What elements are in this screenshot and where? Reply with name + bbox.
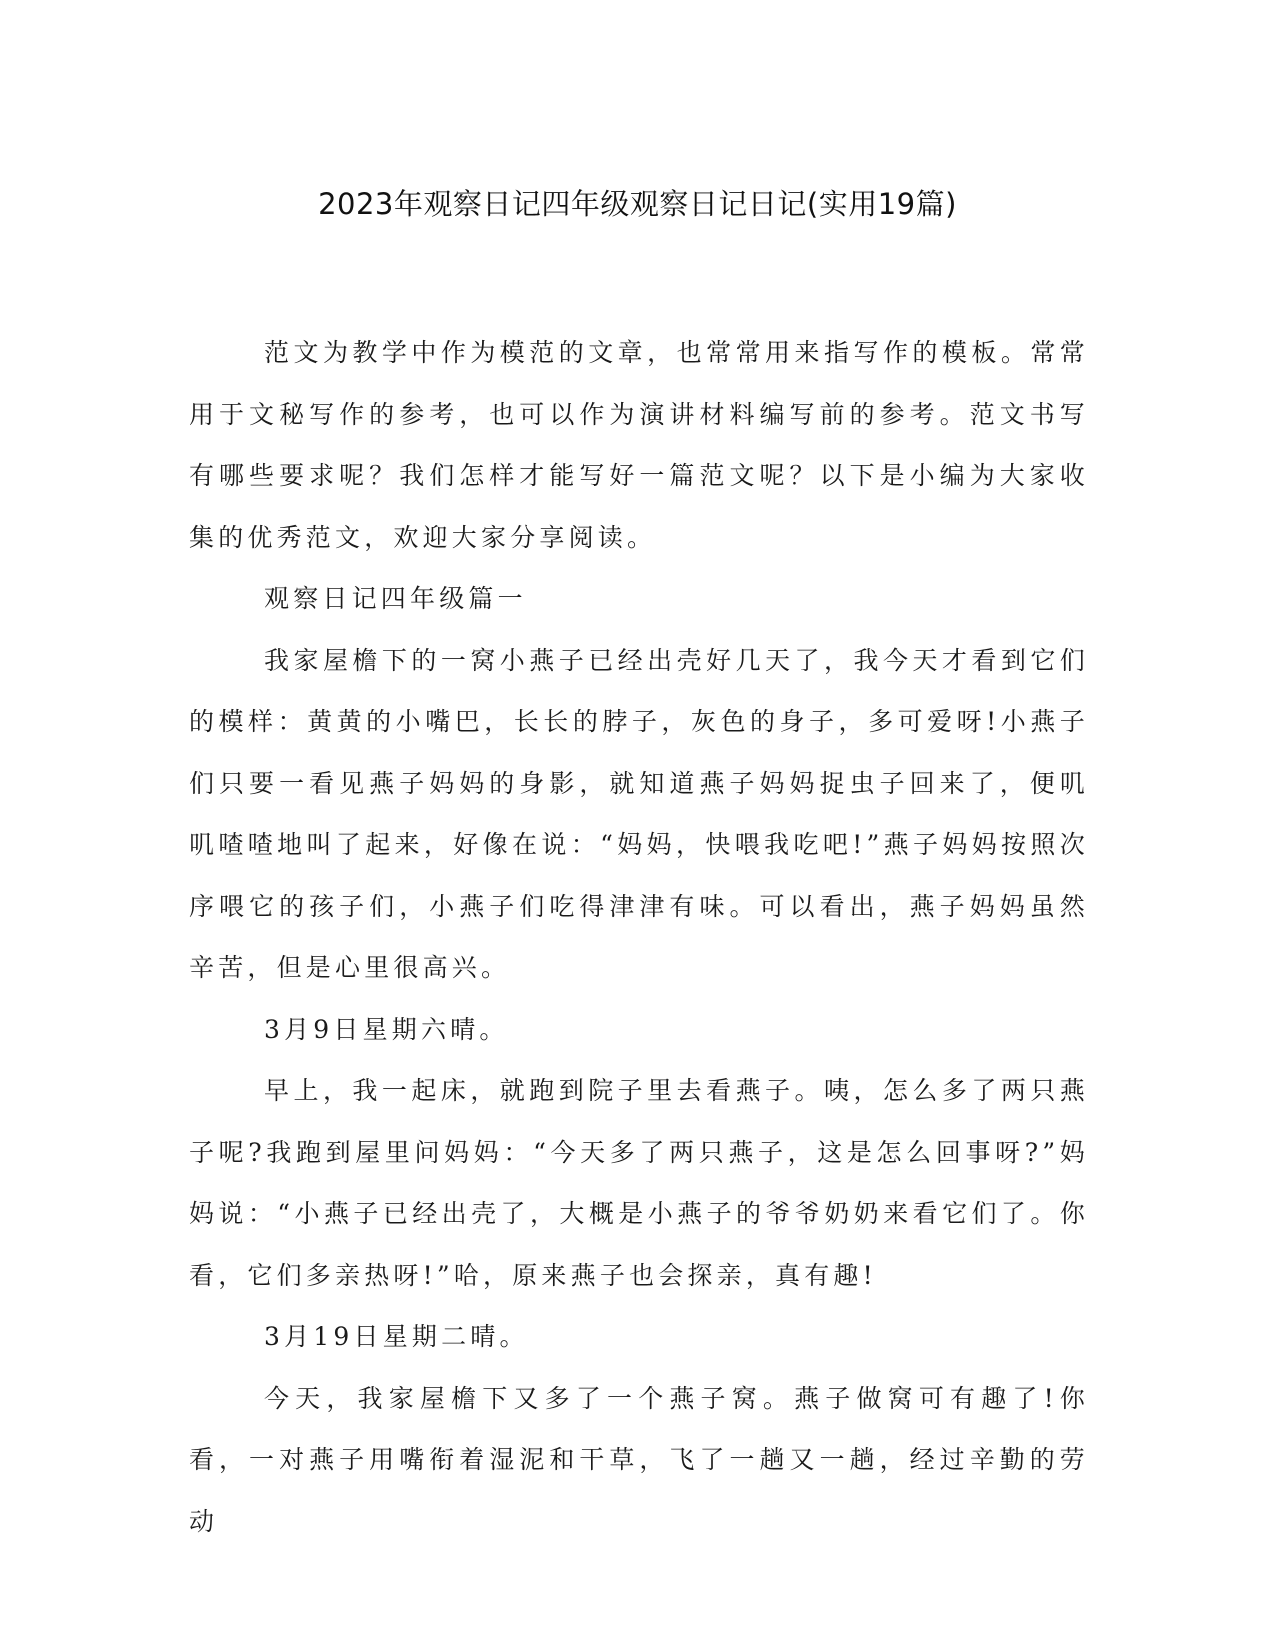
diary-date: 3月9日星期六晴。 xyxy=(264,1014,509,1044)
document-body xyxy=(189,322,1089,1552)
diary-date: 3月19日星期二晴。 xyxy=(264,1322,529,1351)
body-paragraph: 今天，我家屋檐下又多了一个燕子窝。燕子做窝可有趣了!你看，一对燕子用嘴衔着湿泥和干草，飞了一趟又一趟，经过辛勤的劳动 xyxy=(189,1383,1089,1536)
body-paragraph: 我家屋檐下的一窝小燕子已经出壳好几天了，我今天才看到它们的模样：黄黄的小嘴巴，长长的脖子，灰色的身子，多可爱呀!小燕子们只要一看见燕子妈妈的身影，就知道燕子妈妈捉虫子回来了，便叽叽喳喳地叫了起来，好像在说：“妈妈，快喂我吃吧!”燕子妈妈按照次序喂它的孩子们，小燕子们吃得津津有味。可以看出，燕子妈妈虽然辛苦，但是心里很高兴。 xyxy=(189,645,1089,982)
body-paragraph: 早上，我一起床，就跑到院子里去看燕子。咦，怎么多了两只燕子呢?我跑到屋里问妈妈：“今天多了两只燕子，这是怎么回事呀?”妈妈说：“小燕子已经出壳了，大概是小燕子的爷爷奶奶来看它们了。你看，它们多亲热呀!”哈，原来燕子也会探亲，真有趣! xyxy=(189,1076,1089,1290)
document-title: 2023年观察日记四年级观察日记日记(实用19篇) xyxy=(318,187,957,221)
intro-paragraph: 范文为教学中作为模范的文章，也常常用来指写作的模板。常常用于文秘写作的参考，也可以作为演讲材料编写前的参考。范文书写有哪些要求呢？我们怎样才能写好一篇范文呢？以下是小编为大家收集的优秀范文，欢迎大家分享阅读。 xyxy=(189,338,1089,552)
section-heading: 观察日记四年级篇一 xyxy=(264,584,527,613)
